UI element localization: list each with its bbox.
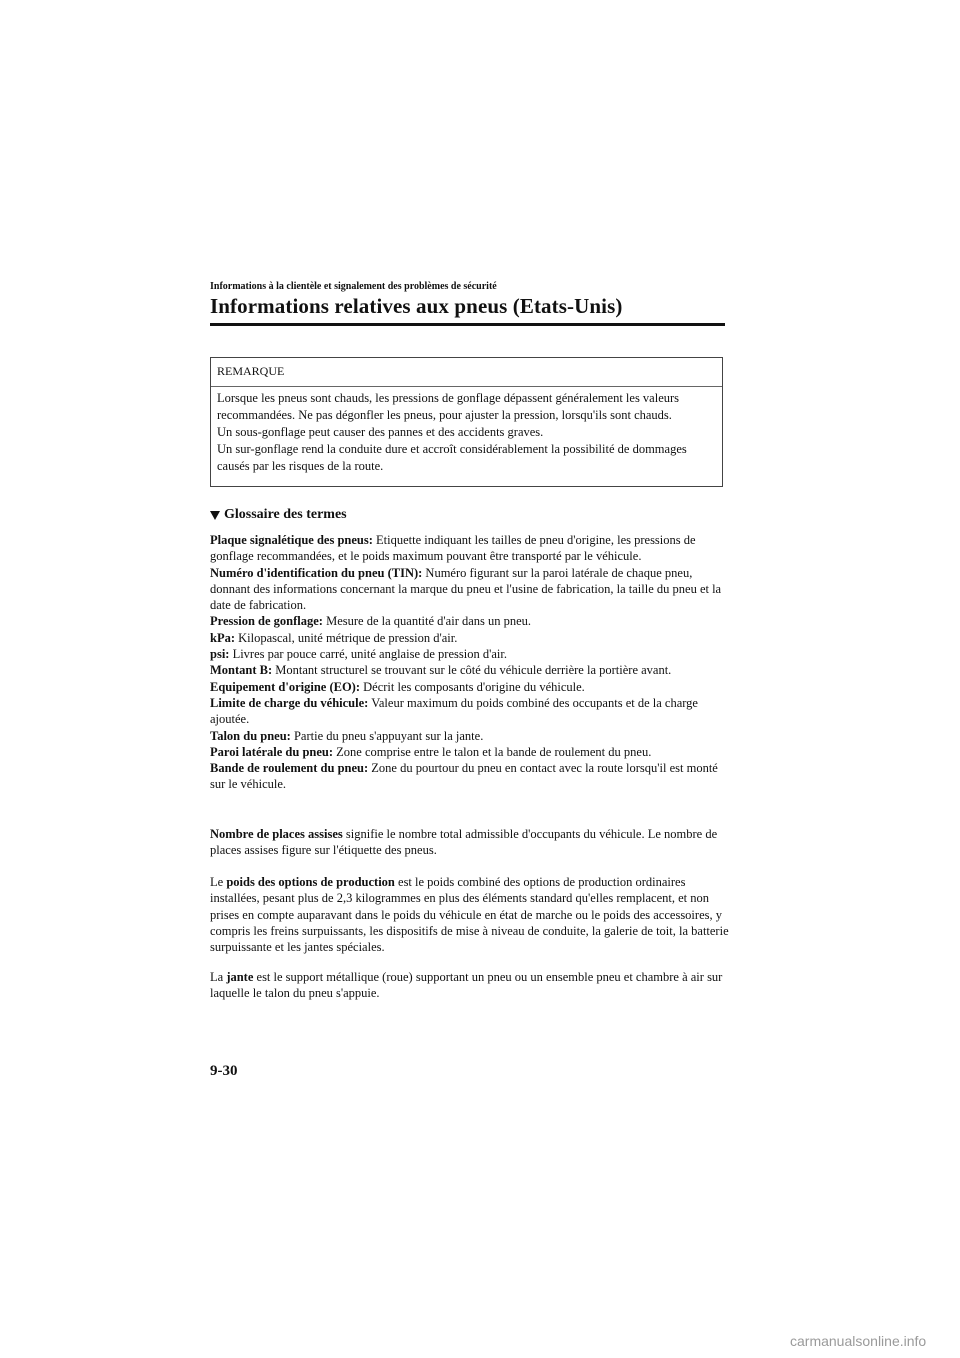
seating-paragraph: Nombre de places assises signifie le nombre total admissible d'occupants du véhicule. Le nombre de places assises figure sur l'étiquette des pneus. bbox=[210, 827, 718, 858]
glossary-definition: Valeur maximum du poids combiné des occupants et de la charge ajoutée. bbox=[210, 695, 698, 727]
glossary-item bbox=[210, 662, 730, 678]
glossary-term: psi: bbox=[210, 647, 230, 662]
production-paragraph: Le poids des options de production est le poids combiné des options de production ordinaires installées, pesant plus de 2,3 kilogrammes en plus des éléments standard qu'elles remplacent, et non prises en compte auparavant dans le poids du véhicule en état de marche ou le poids des accessoires, y compris les freins surpuissants, les dispositifs de mise à niveau de conduite, la galerie de toit, la batterie surpuissante et les jantes spéciales. bbox=[210, 875, 729, 955]
glossary-definition: Livres par pouce carré, unité anglaise de pression d'air. bbox=[229, 647, 507, 662]
glossary-term: Limite de charge du véhicule: bbox=[210, 695, 369, 710]
glossary-item bbox=[210, 646, 730, 662]
glossary-definition: Zone comprise entre le talon et la bande de roulement du pneu. bbox=[333, 744, 652, 759]
glossary-item bbox=[210, 565, 730, 614]
glossary-item bbox=[210, 679, 730, 695]
glossary-definition: Montant structurel se trouvant sur le côté du véhicule derrière la portière avant. bbox=[272, 663, 672, 678]
header-rule bbox=[210, 323, 725, 326]
production-term: poids des options de production bbox=[226, 875, 395, 889]
glossary-item bbox=[210, 728, 730, 744]
glossary-item bbox=[210, 613, 730, 629]
glossary-item bbox=[210, 744, 730, 760]
note-label: REMARQUE bbox=[217, 364, 285, 378]
glossary-heading bbox=[210, 507, 347, 523]
note-line: Un sous-gonflage peut causer des pannes et des accidents graves. bbox=[217, 425, 544, 439]
glossary-definition: Numéro figurant sur la paroi latérale de chaque pneu, donnant des informations concernant la marque du pneu et l'usine de fabrication, la taille du pneu et la date de fabrication. bbox=[210, 565, 722, 613]
glossary-term: Montant B: bbox=[210, 663, 273, 678]
glossary-title: Glossaire des termes bbox=[224, 507, 347, 522]
header-section-label: Informations à la clientèle et signalement des problèmes de sécurité bbox=[210, 281, 497, 292]
note-divider bbox=[211, 386, 722, 387]
glossary-definition: Décrit les composants d'origine du véhicule. bbox=[360, 679, 585, 694]
glossary-term: Bande de roulement du pneu: bbox=[210, 761, 369, 776]
glossary-term: Equipement d'origine (EO): bbox=[210, 679, 361, 694]
glossary-item bbox=[210, 630, 730, 646]
glossary-item bbox=[210, 532, 730, 565]
glossary-definition: Mesure de la quantité d'air dans un pneu. bbox=[322, 614, 532, 629]
glossary-definition: Kilopascal, unité métrique de pression d'air. bbox=[235, 630, 458, 645]
glossary-term: Plaque signalétique des pneus: bbox=[210, 533, 373, 547]
glossary-term: Numéro d'identification du pneu (TIN): bbox=[210, 565, 423, 580]
glossary-term: Talon du pneu: bbox=[210, 728, 291, 743]
page-title: Informations relatives aux pneus (Etats-Unis) bbox=[210, 294, 623, 318]
rim-paragraph: La jante est le support métallique (roue) supportant un pneu ou un ensemble pneu et chambre à air sur laquelle le talon du pneu s'appuie. bbox=[210, 970, 723, 1001]
glossary-definition: Zone du pourtour du pneu en contact avec la route lorsqu'il est monté sur le véhicule. bbox=[210, 761, 718, 792]
glossary-definition: Etiquette indiquant les tailles de pneu d'origine, les pressions de gonflage recommandées, et le poids maximum pouvant être transporté par le véhicule. bbox=[210, 533, 696, 564]
glossary-term: Paroi latérale du pneu: bbox=[210, 744, 334, 759]
glossary-term: Pression de gonflage: bbox=[210, 614, 323, 629]
glossary-term: kPa: bbox=[210, 630, 235, 645]
rim-term: jante bbox=[226, 970, 254, 984]
glossary-list bbox=[210, 532, 730, 793]
glossary-definition: Partie du pneu s'appuyant sur la jante. bbox=[290, 728, 484, 743]
triangle-down-icon bbox=[210, 511, 220, 520]
note-body bbox=[217, 390, 717, 475]
note-line: Lorsque les pneus sont chauds, les pressions de gonflage dépassent généralement les valeurs recommandées. Ne pas dégonfler les pneus, pour ajuster la pression, lorsqu'ils sont chauds. bbox=[217, 391, 680, 422]
note-line: Un sur-gonflage rend la conduite dure et accroît considérablement la possibilité de dommages causés par les risques de la route. bbox=[217, 442, 687, 473]
watermark: carmanualsonline.info bbox=[790, 1333, 927, 1349]
seating-term: Nombre de places assises bbox=[210, 827, 343, 841]
glossary-item bbox=[210, 760, 730, 793]
glossary-item bbox=[210, 695, 730, 728]
page-number: 9-30 bbox=[210, 1063, 238, 1079]
note-box bbox=[210, 357, 723, 487]
